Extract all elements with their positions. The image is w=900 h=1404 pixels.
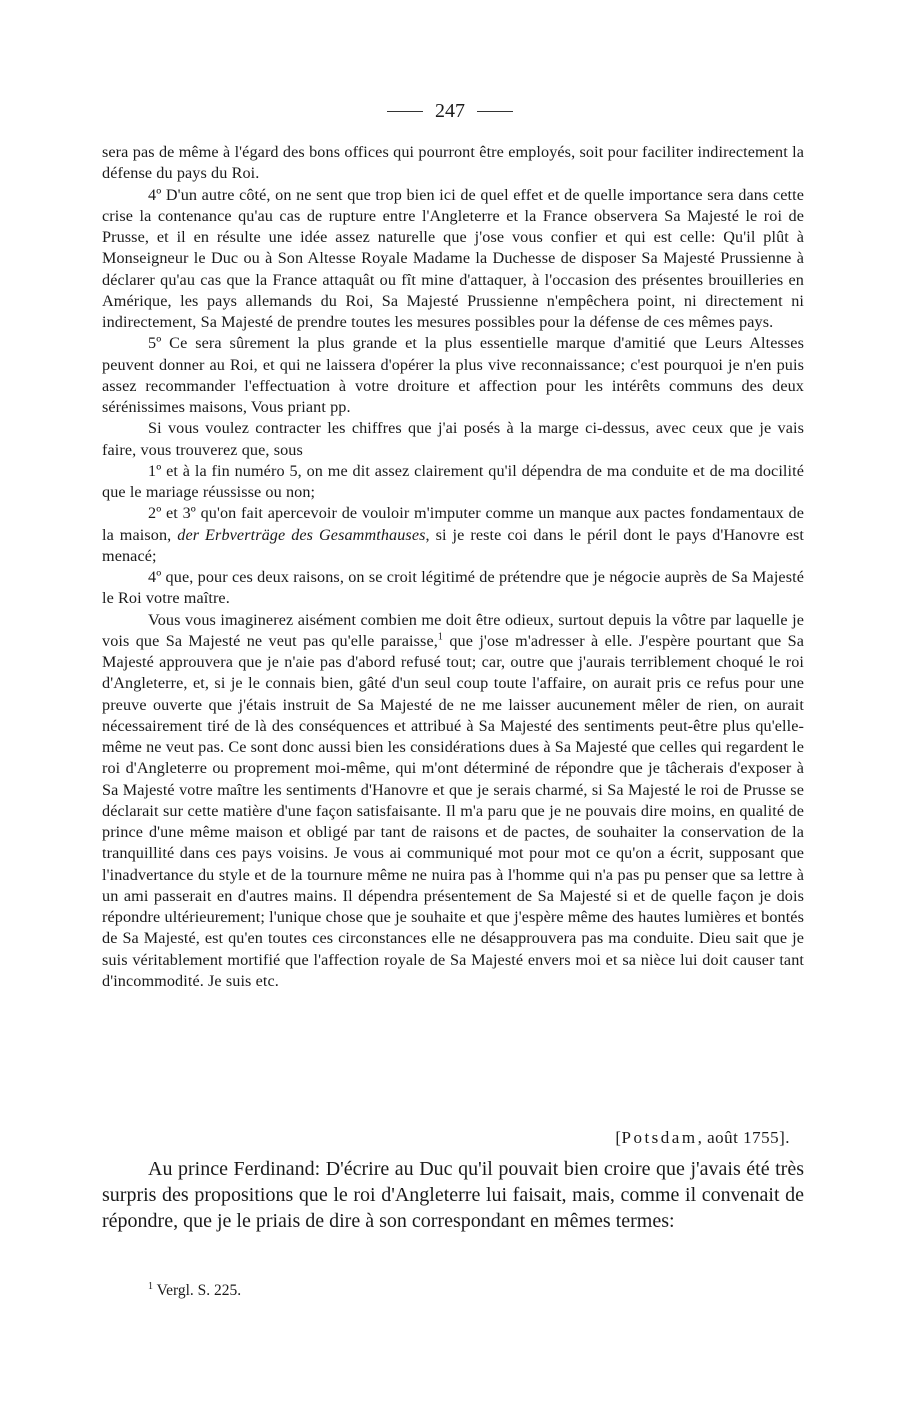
paragraph-text: 2º et 3º qu'on fait apercevoir de vouloir m'imputer comme un manque aux pactes fondamentaux de la maison,: [102, 504, 804, 544]
main-text: [102, 1156, 804, 1234]
paragraph-text: Vous vous imaginerez aisément combien me doit être odieux, surtout depuis la vôtre par laquelle je vois que Sa Majesté ne veut pas qu'elle paraisse,: [102, 610, 804, 650]
paragraph-cipher-4: 4º que, pour ces deux raisons, on se croit légitimé de prétendre que je négocie auprès de Sa Majesté le Roi votre maître.: [102, 568, 804, 608]
paragraph-italic-phrase: der Erbverträge des Gesammthauses: [177, 525, 426, 544]
dateline: [615, 1128, 790, 1148]
page-header: [0, 100, 900, 123]
page-number: 247: [435, 100, 465, 122]
dateline-bracket: [: [615, 1128, 622, 1147]
header-rule-left: [387, 111, 423, 112]
paragraph-point-5: 5º Ce sera sûrement la plus grande et la plus essentielle marque d'amitié que Leurs Altesses peuvent donner au Roi, et qui ne laissera d'opérer la plus vive reconnaissance; c'est pourquoi je n'en puis assez recommander l'effectuation à votre droiture et affection pour les intérêts communs des deux sérénissimes maisons, Vous priant pp.: [102, 334, 804, 416]
paragraph-continuation: sera pas de même à l'égard des bons offices qui pourront être employés, soit pour faciliter indirectement la défense du pays du Roi.: [102, 143, 804, 183]
footnote-text: Vergl. S. 225.: [153, 1282, 242, 1299]
paragraph-cipher-1: 1º et à la fin numéro 5, on me dit assez clairement qu'il dépendra de ma conduite et de ma docilité que le mariage réussisse ou non;: [102, 461, 804, 501]
paragraph-text: que j'ose m'adresser à elle. J'espère pourtant que Sa Majesté approuvera que je n'aie pas d'abord refusé tout; car, outre que j'aurais terriblement choqué le roi d'Angleterre, et, si je le connais bien, gâté d'un seul coup toute l'affaire, on aurait pris ce refus pour une preuve ouverte que j'étais instruit de Sa Majesté de ne me laisser aucunement mêler de rien, on aurait nécessairement tiré de là des conséquences et attribué à Sa Majesté des sentiments peut-être plus qu'elle-même ne veut pas. Ce sont donc aussi bien les considérations dues à Sa Majesté que celles qui regardent le roi d'Angleterre ou proprement moi-même, qui m'ont déterminé de répondre que je tâcherais d'exposer à Sa Majesté votre maître les sentiments d'Hanovre et que je serais charmé, si Sa Majesté le roi de Prusse se déclarait sur cette matière d'une façon satisfaisante. Il m'a paru que je ne pouvais dire moins, en qualité de prince d'une même maison et obligé par tant de raisons et de pactes, de souhaiter la conservation de la tranquillité dans ces pays voisins. Je vous ai communiqué mot pour mot ce qu'on a écrit, supposant que l'inadvertance du style et de la tournure même ne nuira pas à l'homme qui n'a pas pu penser que sa lettre à un ami passerait en d'autres mains. Il dépendra présentement de Sa Majesté si et de quelle façon je dois répondre ultérieurement; l'unique chose que je souhaite et que j'espère même des hautes lumières et bontés de Sa Majesté, est qu'en toutes ces circonstances elle ne désapprouvera pas ma conduite. Dieu sait que je suis véritablement mortifié que l'affection royale de Sa Majesté envers moi et sa nièce lui doit causer tant d'incommodité. Je suis etc.: [102, 631, 804, 990]
header-rule-right: [477, 111, 513, 112]
footnote-reference: 1: [437, 631, 443, 643]
letter-body: [102, 142, 804, 992]
paragraph-ferdinand: Au prince Ferdinand: D'écrire au Duc qu'il pouvait bien croire que j'avais été très surpris des propositions que le roi d'Angleterre lui faisait, mais, comme il convenait de répondre, que je le priais de dire à son correspondant en mêmes termes:: [102, 1158, 804, 1232]
footnote-mark: 1: [148, 1280, 153, 1292]
paragraph-cipher-intro: Si vous voulez contracter les chiffres que j'ai posés à la marge ci-dessus, avec ceux que je vais faire, vous trouverez que, sous: [102, 419, 804, 459]
dateline-place: Potsdam: [621, 1128, 698, 1147]
paragraph-cipher-2-3: [102, 503, 804, 567]
paragraph-point-4: 4º D'un autre côté, on ne sent que trop bien ici de quel effet et de quelle importance sera dans cette crise la contenance qu'au cas de rupture entre l'Angleterre et la France observera Sa Majesté le roi de Prusse, et il en résulte une idée assez naturelle que j'ose vous confier et qui est celle: Qu'il plût à Monseigneur le Duc ou à Son Altesse Royale Madame la Duchesse de disposer Sa Majesté Prussienne à déclarer qu'au cas que la France attaquât ou fît mine d'attaquer, à l'occasion des présentes brouilleries en Amérique, les pays allemands du Roi, Sa Majesté Prussienne n'empêchera point, ni directement ni indirectement, Sa Majesté de prendre toutes les mesures possibles pour la défense de ces mêmes pays.: [102, 185, 804, 331]
footnote: [148, 1282, 241, 1300]
paragraph-text: , si je reste coi dans le péril dont le pays d'Hanovre est menacé;: [102, 525, 804, 565]
dateline-date: , août 1755].: [697, 1128, 790, 1147]
paragraph-closing: [102, 610, 804, 993]
